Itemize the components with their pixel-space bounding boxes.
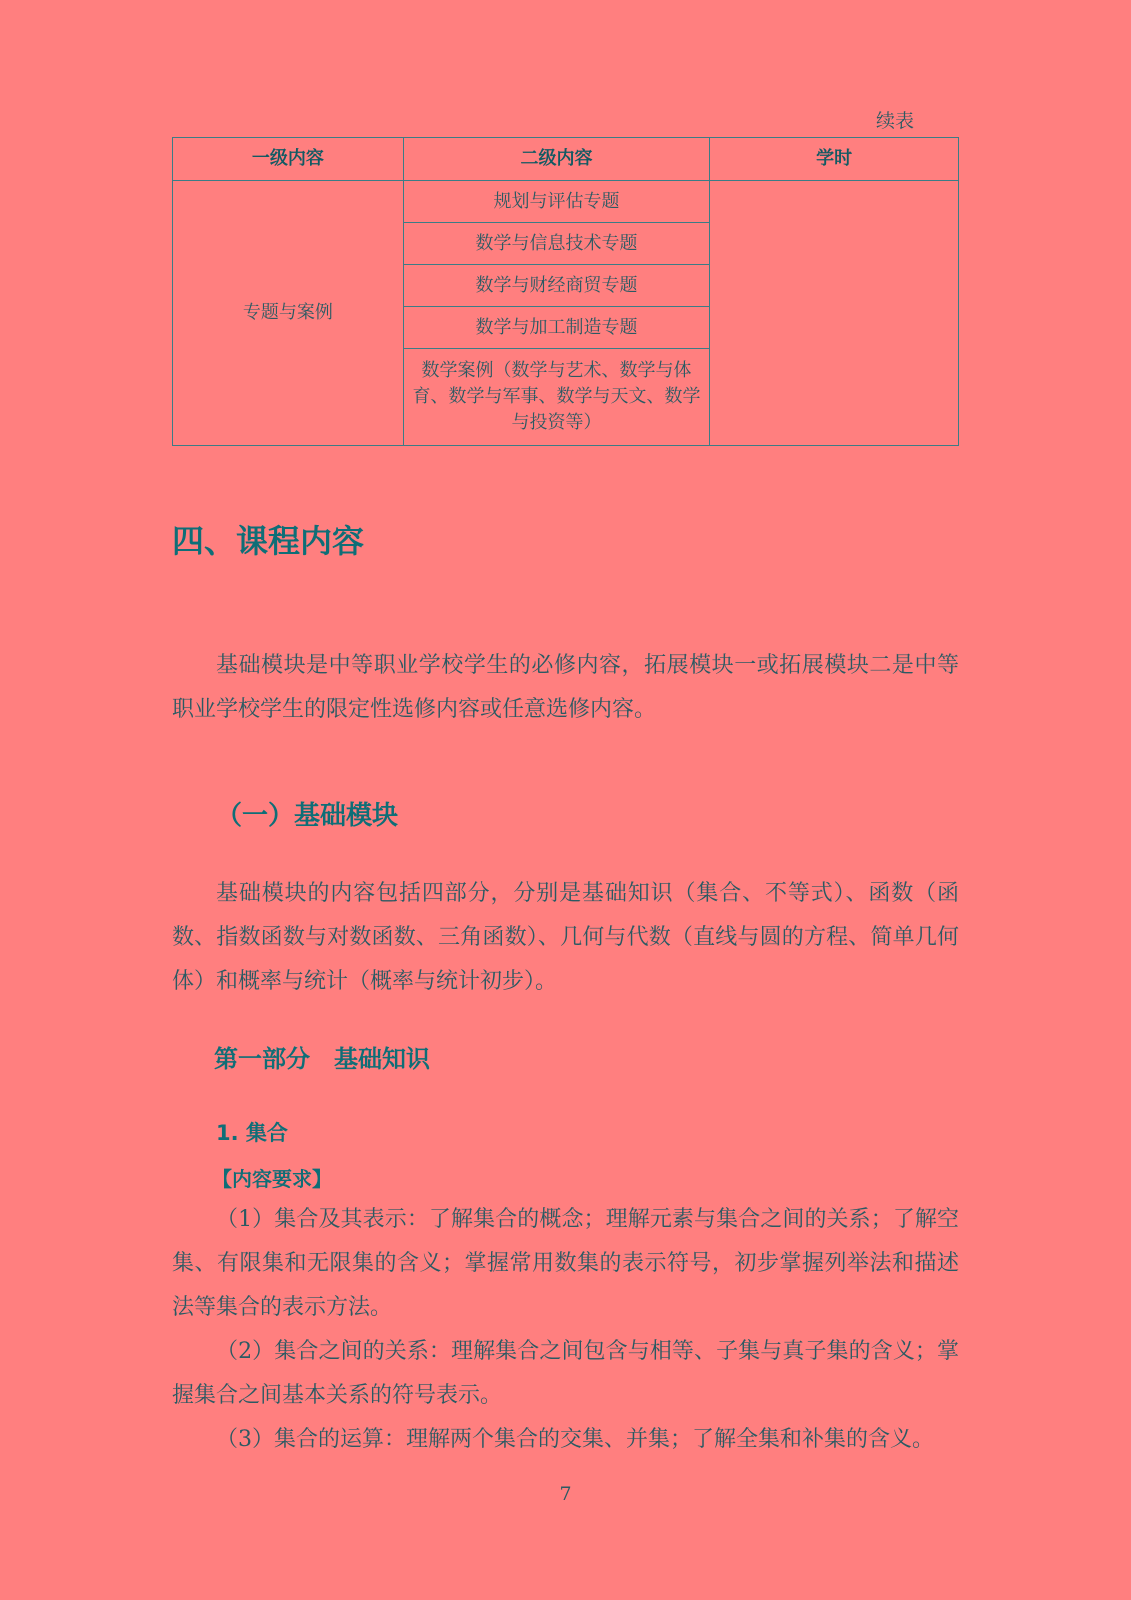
cell-second-level: 数学与财经商贸专题 xyxy=(403,265,710,307)
cell-second-level: 数学与信息技术专题 xyxy=(403,223,710,265)
requirement-item: （2）集合之间的关系：理解集合之间包含与相等、子集与真子集的含义；掌握集合之间基本关系的符号表示。 xyxy=(172,1339,959,1408)
cell-second-level: 数学案例（数学与艺术、数学与体育、数学与军事、数学与天文、数学与投资等） xyxy=(403,349,710,446)
subsection-title: （一）基础模块 xyxy=(216,801,399,831)
requirement-item: （3）集合的运算：理解两个集合的交集、并集；了解全集和补集的含义。 xyxy=(216,1427,934,1452)
subsection-paragraph: 基础模块的内容包括四部分，分别是基础知识（集合、不等式）、函数（函数、指数函数与对数函数、三角函数）、几何与代数（直线与圆的方程、简单几何体）和概率与统计（概率与统计初步）。 xyxy=(172,881,959,994)
header-hours: 学时 xyxy=(710,138,959,181)
table-header-row xyxy=(173,138,959,181)
cell-first-level: 专题与案例 xyxy=(173,181,404,446)
course-content-table xyxy=(172,137,959,446)
cell-hours xyxy=(710,181,959,446)
page-number: 7 xyxy=(559,1483,572,1505)
section-title: 四、课程内容 xyxy=(172,522,365,560)
intro-paragraph: 基础模块是中等职业学校学生的必修内容，拓展模块一或拓展模块二是中等职业学校学生的限定性选修内容或任意选修内容。 xyxy=(172,653,959,722)
cell-second-level: 规划与评估专题 xyxy=(403,181,710,223)
table-row xyxy=(173,181,959,223)
header-first-level: 一级内容 xyxy=(173,138,404,181)
cell-second-level: 数学与加工制造专题 xyxy=(403,307,710,349)
topic-title: 1. 集合 xyxy=(216,1121,288,1145)
continued-table-label: 续表 xyxy=(876,110,915,132)
part-title: 第一部分 基础知识 xyxy=(214,1045,430,1073)
requirement-item: （1）集合及其表示：了解集合的概念；理解元素与集合之间的关系；了解空集、有限集和无限集的含义；掌握常用数集的表示符号，初步掌握列举法和描述法等集合的表示方法。 xyxy=(172,1207,959,1320)
requirement-label: 【内容要求】 xyxy=(212,1167,332,1191)
header-second-level: 二级内容 xyxy=(403,138,710,181)
